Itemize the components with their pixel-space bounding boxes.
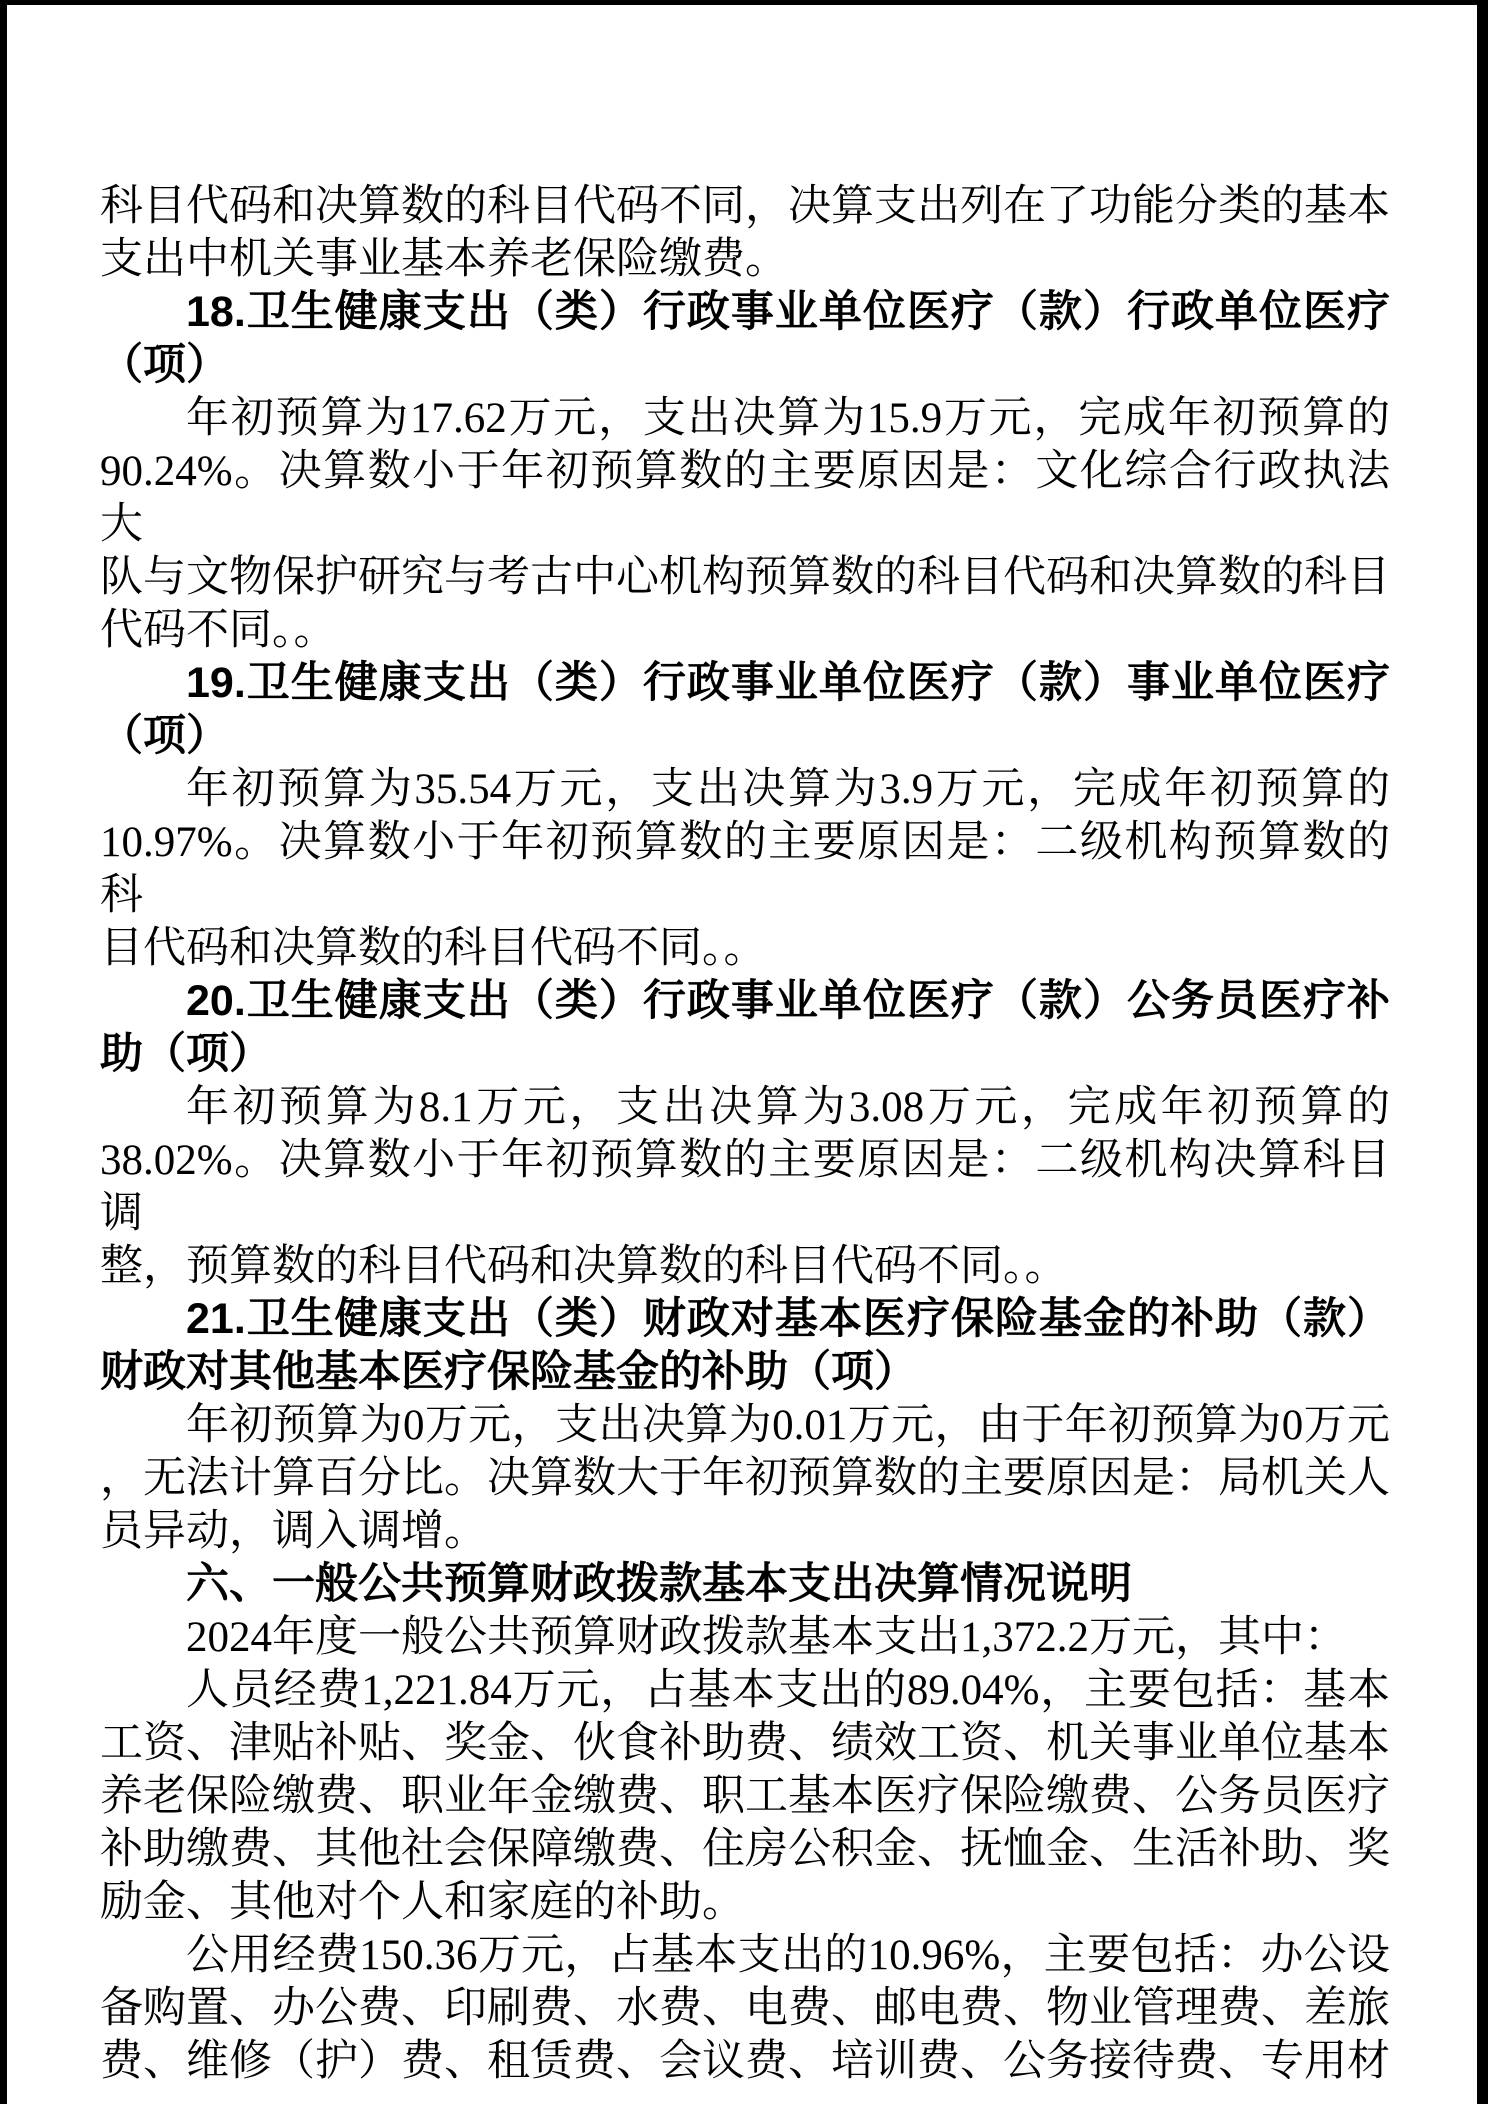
text-line: 19.卫生健康支出（类）行政事业单位医疗（款）事业单位医疗 bbox=[186, 659, 1390, 707]
text-line: 养老保险缴费、职业年金缴费、职工基本医疗保险缴费、公务员医疗 bbox=[100, 1773, 1390, 1820]
text-line: 工资、津贴补贴、奖金、伙食补助费、绩效工资、机关事业单位基本 bbox=[100, 1720, 1390, 1767]
paragraph bbox=[100, 1081, 1390, 1293]
heading bbox=[100, 975, 1390, 1081]
text-line: 年初预算为0万元，支出决算为0.01万元，由于年初预算为0万元 bbox=[186, 1402, 1390, 1449]
text-line: （项） bbox=[100, 712, 229, 760]
text-line: 21.卫生健康支出（类）财政对基本医疗保险基金的补助（款） bbox=[186, 1295, 1390, 1343]
text-line: 18.卫生健康支出（类）行政事业单位医疗（款）行政单位医疗 bbox=[186, 288, 1390, 336]
text-line: 助（项） bbox=[100, 1030, 272, 1078]
text-line: 励金、其他对个人和家庭的补助。 bbox=[100, 1879, 745, 1926]
paragraph bbox=[100, 1929, 1390, 2088]
text-line: 备购置、办公费、印刷费、水费、电费、邮电费、物业管理费、差旅 bbox=[100, 1985, 1390, 2032]
paragraph bbox=[100, 1664, 1390, 1929]
paragraph bbox=[100, 1399, 1390, 1558]
paragraph bbox=[100, 180, 1390, 286]
text-line: （项） bbox=[100, 341, 229, 389]
text-line: 38.02%。决算数小于年初预算数的主要原因是：二级机构决算科目调 bbox=[100, 1137, 1390, 1237]
text-line: 90.24%。决算数小于年初预算数的主要原因是：文化综合行政执法大 bbox=[100, 448, 1390, 548]
heading bbox=[100, 657, 1390, 763]
document-body bbox=[100, 180, 1390, 2088]
text-line: 年初预算为35.54万元，支出决算为3.9万元，完成年初预算的 bbox=[186, 766, 1390, 813]
text-line: 目代码和决算数的科目代码不同。。 bbox=[100, 925, 767, 972]
text-line: 20.卫生健康支出（类）行政事业单位医疗（款）公务员医疗补 bbox=[186, 977, 1390, 1025]
page-edge-right bbox=[1477, 0, 1488, 2104]
text-line: 代码不同。。 bbox=[100, 607, 337, 654]
text-line: 10.97%。决算数小于年初预算数的主要原因是：二级机构预算数的科 bbox=[100, 819, 1390, 919]
text-line: 员异动，调入调增。 bbox=[100, 1508, 487, 1555]
text-line: ，无法计算百分比。决算数大于年初预算数的主要原因是：局机关人 bbox=[100, 1455, 1390, 1502]
paragraph bbox=[100, 392, 1390, 657]
text-line: 科目代码和决算数的科目代码不同，决算支出列在了功能分类的基本 bbox=[100, 183, 1390, 230]
heading bbox=[100, 286, 1390, 392]
text-line: 整，预算数的科目代码和决算数的科目代码不同。。 bbox=[100, 1243, 1068, 1290]
heading bbox=[100, 1558, 1390, 1611]
paragraph bbox=[100, 763, 1390, 975]
heading bbox=[100, 1293, 1390, 1399]
text-line: 队与文物保护研究与考古中心机构预算数的科目代码和决算数的科目 bbox=[100, 554, 1390, 601]
text-line: 六、一般公共预算财政拨款基本支出决算情况说明 bbox=[186, 1560, 1132, 1608]
text-line: 费、维修（护）费、租赁费、会议费、培训费、公务接待费、专用材 bbox=[100, 2038, 1390, 2085]
text-line: 年初预算为17.62万元，支出决算为15.9万元，完成年初预算的 bbox=[186, 395, 1390, 442]
text-line: 支出中机关事业基本养老保险缴费。 bbox=[100, 236, 788, 283]
page-edge-left bbox=[0, 0, 7, 2104]
text-line: 公用经费150.36万元，占基本支出的10.96%，主要包括：办公设 bbox=[186, 1932, 1390, 1979]
text-line: 人员经费1,221.84万元，占基本支出的89.04%，主要包括：基本 bbox=[186, 1667, 1390, 1714]
paragraph bbox=[100, 1611, 1390, 1664]
page-edge-top bbox=[0, 0, 1488, 5]
text-line: 财政对其他基本医疗保险基金的补助（项） bbox=[100, 1348, 917, 1396]
text-line: 补助缴费、其他社会保障缴费、住房公积金、抚恤金、生活补助、奖 bbox=[100, 1826, 1390, 1873]
text-line: 年初预算为8.1万元，支出决算为3.08万元，完成年初预算的 bbox=[186, 1084, 1390, 1131]
text-line: 2024年度一般公共预算财政拨款基本支出1,372.2万元，其中： bbox=[186, 1614, 1347, 1661]
